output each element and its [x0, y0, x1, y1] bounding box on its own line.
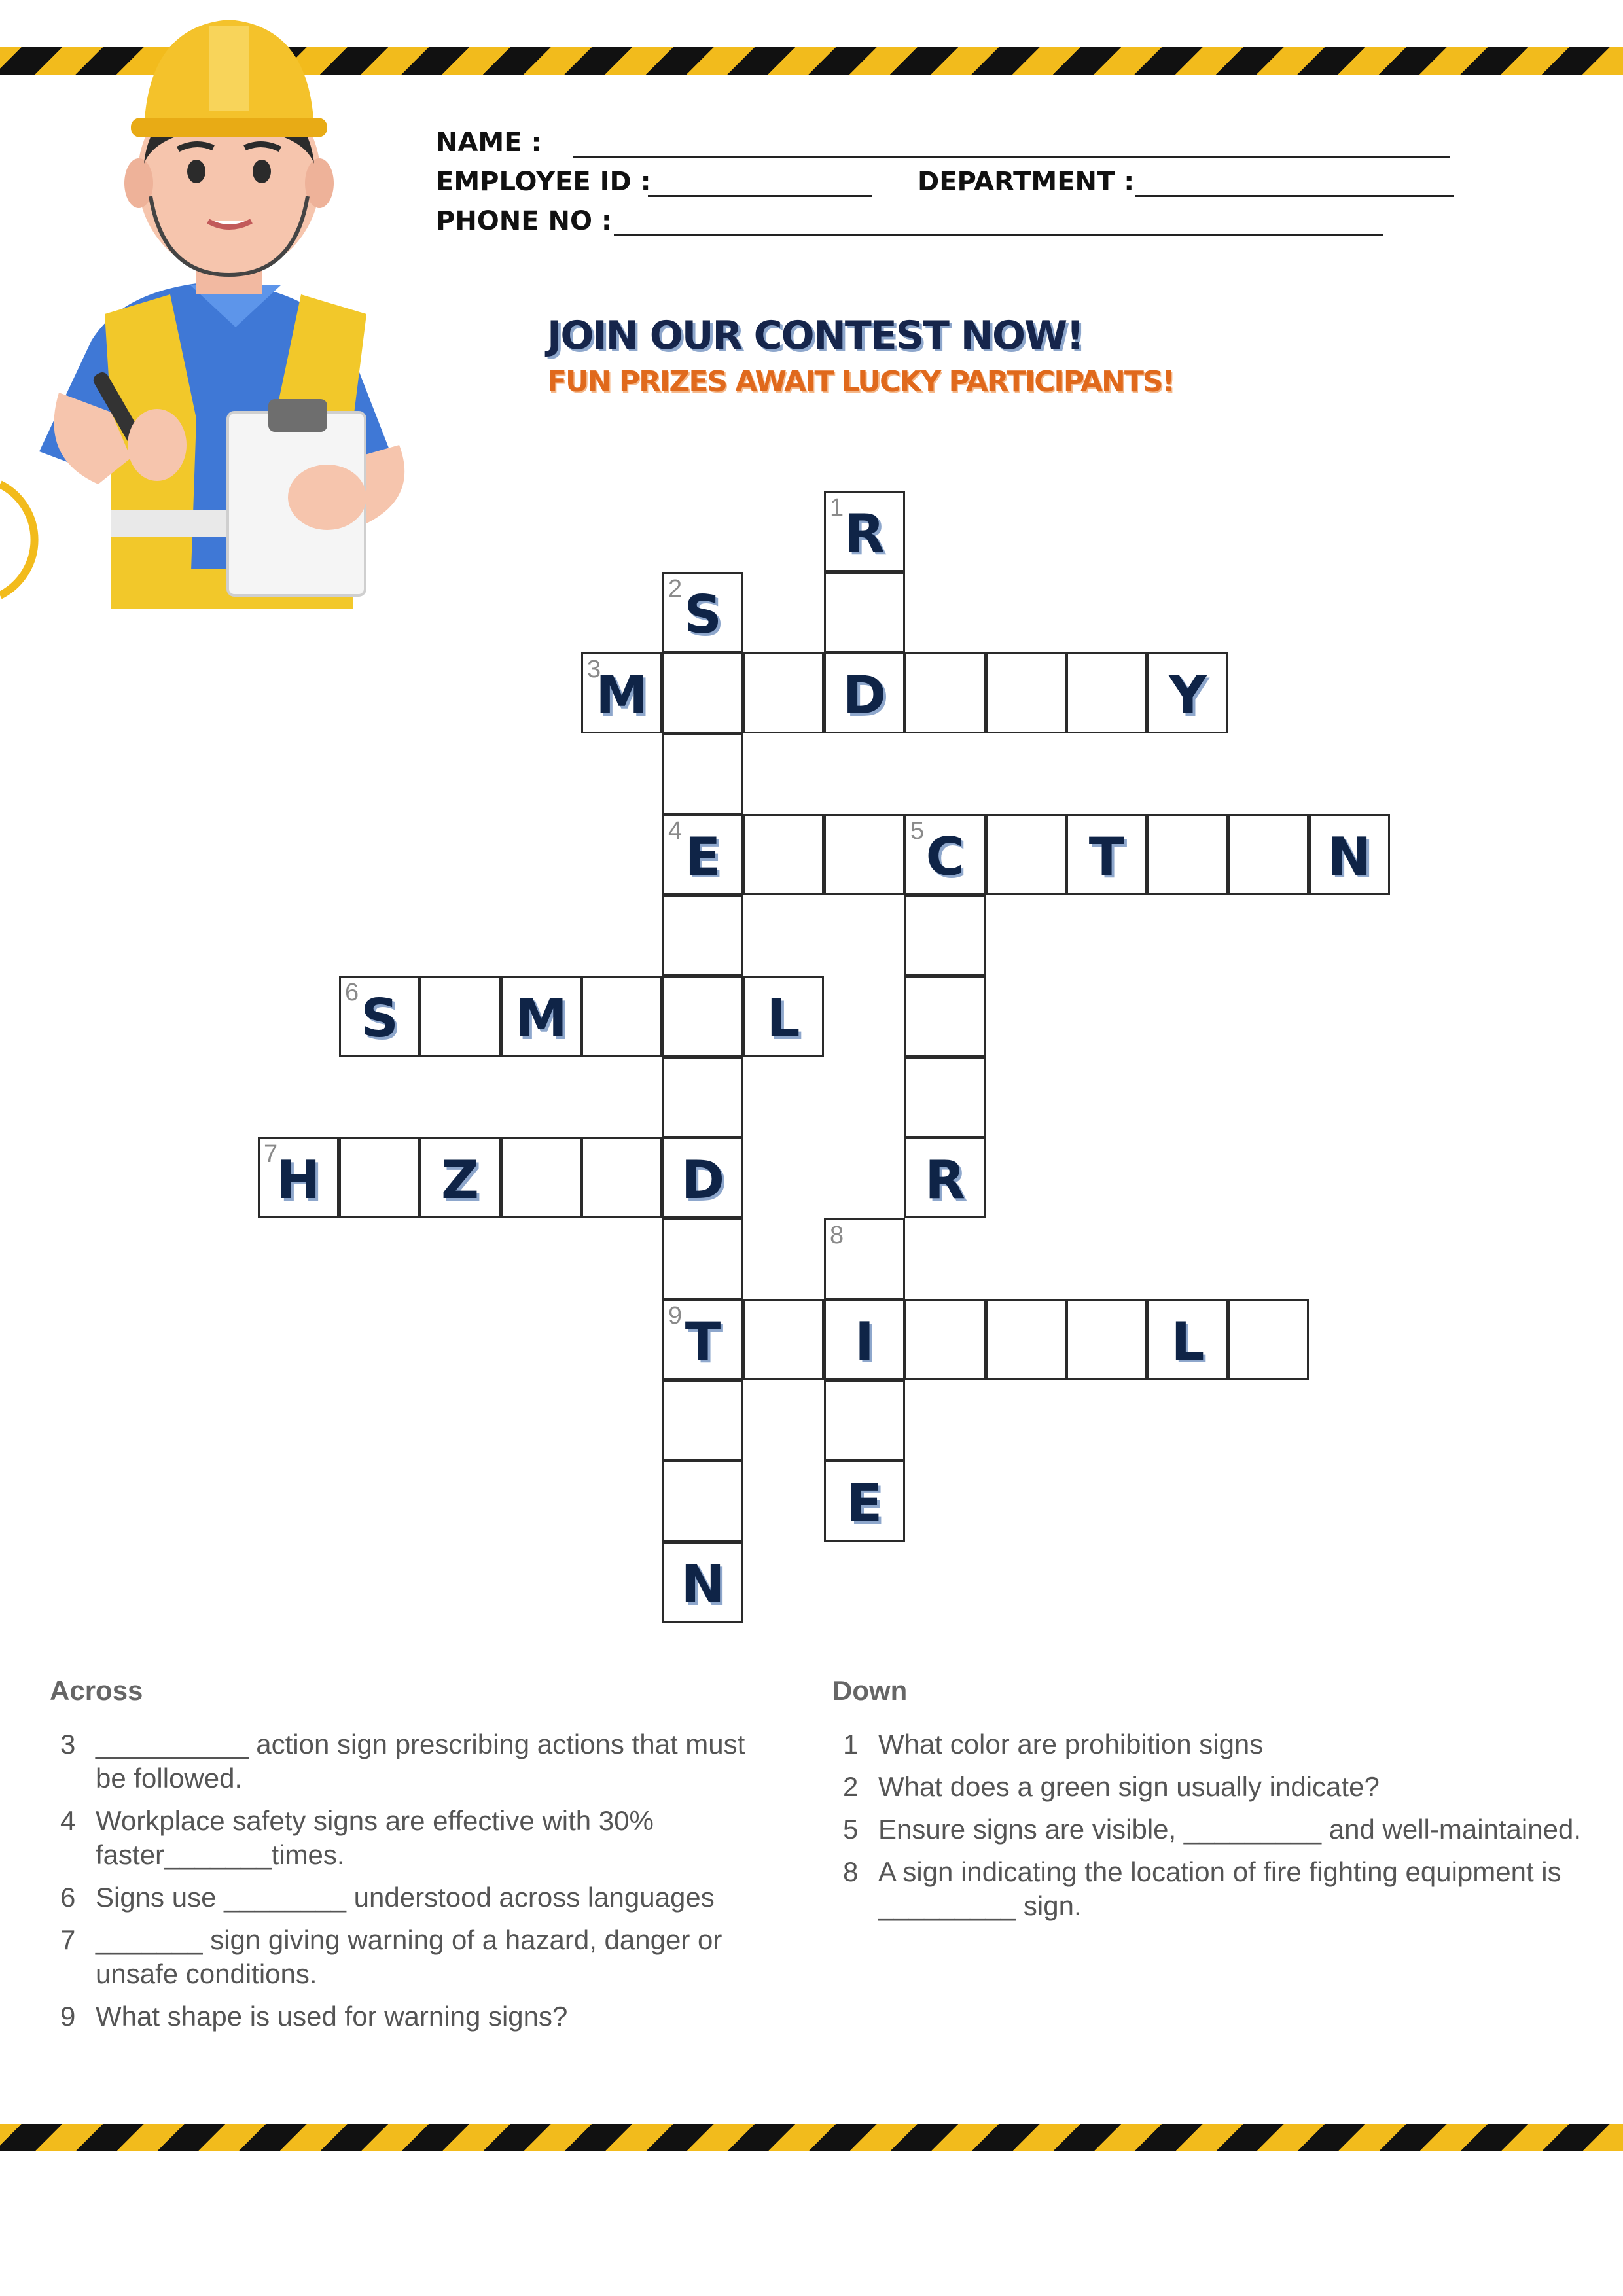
- cell-letter: Z: [440, 1150, 479, 1210]
- cell-letter: M: [515, 988, 567, 1049]
- crossword-cell[interactable]: [1309, 814, 1390, 895]
- clue-text: What does a green sign usually indicate?: [878, 1771, 1380, 1802]
- clue-number: 7: [60, 1924, 76, 1955]
- cell-letter: Y: [1169, 665, 1207, 726]
- crossword-cell[interactable]: [1147, 814, 1228, 895]
- department-label: DEPARTMENT :: [918, 167, 1135, 197]
- clue-item: [52, 1727, 779, 1795]
- crossword-cell[interactable]: [258, 1137, 339, 1218]
- clue-item: [835, 1770, 1588, 1804]
- crossword-cell[interactable]: [824, 814, 905, 895]
- cell-letter: E: [846, 1473, 883, 1534]
- crossword-cell[interactable]: [904, 895, 986, 976]
- cell-letter: D: [681, 1150, 725, 1210]
- clue-text: What shape is used for warning signs?: [96, 2001, 568, 2032]
- crossword-cell[interactable]: [662, 1218, 743, 1299]
- crossword-cell[interactable]: [662, 1057, 743, 1138]
- crossword-cell[interactable]: [824, 572, 905, 653]
- clue-text: __________ action sign prescribing actions that must be followed.: [96, 1729, 745, 1793]
- crossword-cell[interactable]: [662, 1460, 743, 1542]
- crossword-cell[interactable]: [986, 1299, 1067, 1380]
- crossword-cell[interactable]: [824, 1460, 905, 1542]
- crossword-cell[interactable]: [824, 1299, 905, 1380]
- cell-letter: M: [596, 665, 648, 726]
- crossword-cell[interactable]: [581, 976, 662, 1057]
- contest-title: JOIN OUR CONTEST NOW!: [547, 313, 1083, 359]
- crossword-cell[interactable]: [419, 976, 501, 1057]
- crossword-cell[interactable]: [581, 1137, 662, 1218]
- crossword-cell[interactable]: [824, 652, 905, 733]
- clue-item: [52, 1923, 779, 1991]
- clue-number: 1: [843, 1729, 859, 1759]
- cell-number: 3: [587, 656, 601, 683]
- crossword-cell[interactable]: [662, 652, 743, 733]
- clue-number: 9: [60, 2001, 76, 2032]
- hazard-stripe-bottom: [0, 2124, 1623, 2151]
- crossword-cell[interactable]: [1066, 1299, 1147, 1380]
- crossword-cell[interactable]: [1066, 652, 1147, 733]
- crossword-cell[interactable]: [1066, 814, 1147, 895]
- clue-number: 5: [843, 1814, 859, 1845]
- crossword-cell[interactable]: [824, 491, 905, 572]
- cell-number: 8: [830, 1222, 844, 1249]
- crossword-cell[interactable]: [662, 733, 743, 815]
- crossword-cell[interactable]: [824, 1218, 905, 1299]
- crossword-cell[interactable]: [743, 1299, 824, 1380]
- crossword-cell[interactable]: [904, 1299, 986, 1380]
- crossword-cell[interactable]: [501, 976, 582, 1057]
- crossword-cell[interactable]: [662, 976, 743, 1057]
- down-heading: Down: [832, 1675, 908, 1706]
- crossword-cell[interactable]: [904, 1057, 986, 1138]
- crossword-cell[interactable]: [986, 814, 1067, 895]
- across-heading: Across: [50, 1675, 143, 1706]
- cell-number: 4: [668, 817, 683, 845]
- across-clue-list: [52, 1727, 779, 2042]
- cell-letter: T: [1088, 826, 1125, 887]
- cell-letter: R: [844, 503, 885, 564]
- cell-number: 1: [830, 494, 844, 521]
- crossword-cell[interactable]: [904, 652, 986, 733]
- clue-text: _______ sign giving warning of a hazard, danger or unsafe conditions.: [96, 1924, 722, 1989]
- crossword-cell[interactable]: [339, 976, 420, 1057]
- cell-number: 2: [668, 575, 683, 603]
- crossword-cell[interactable]: [662, 895, 743, 976]
- clue-text: Workplace safety signs are effective with 30% faster_______times.: [96, 1805, 654, 1870]
- crossword-cell[interactable]: [904, 814, 986, 895]
- clue-text: What color are prohibition signs: [878, 1729, 1264, 1759]
- crossword-cell[interactable]: [339, 1137, 420, 1218]
- cell-letter: N: [1327, 826, 1372, 887]
- cell-letter: I: [855, 1311, 874, 1372]
- cell-letter: N: [681, 1554, 725, 1615]
- crossword-cell[interactable]: [824, 1380, 905, 1461]
- clue-item: [52, 2000, 779, 2034]
- clue-number: 3: [60, 1729, 76, 1759]
- clue-number: 8: [843, 1856, 859, 1887]
- clue-text: A sign indicating the location of fire fighting equipment is _________ sign.: [878, 1856, 1561, 1921]
- clue-item: [835, 1855, 1588, 1923]
- cell-letter: E: [685, 826, 721, 887]
- cell-number: 9: [668, 1302, 683, 1330]
- clue-item: [835, 1812, 1588, 1846]
- crossword-cell[interactable]: [419, 1137, 501, 1218]
- cell-letter: H: [276, 1150, 321, 1210]
- crossword-cell[interactable]: [662, 814, 743, 895]
- cell-number: 7: [264, 1140, 278, 1168]
- clue-text: Ensure signs are visible, _________ and well-maintained.: [878, 1814, 1581, 1845]
- cell-letter: T: [685, 1311, 721, 1372]
- crossword-cell[interactable]: [904, 976, 986, 1057]
- cell-letter: R: [925, 1150, 965, 1210]
- cell-letter: S: [361, 988, 399, 1049]
- crossword-cell[interactable]: [904, 1137, 986, 1218]
- employee-id-label: EMPLOYEE ID :: [436, 167, 651, 197]
- clue-number: 2: [843, 1771, 859, 1802]
- clue-item: [835, 1727, 1588, 1761]
- crossword-cell[interactable]: [662, 1380, 743, 1461]
- cell-number: 6: [345, 979, 359, 1006]
- cell-letter: S: [684, 584, 722, 645]
- clue-number: 4: [60, 1805, 76, 1836]
- cell-letter: L: [1171, 1311, 1205, 1372]
- clue-number: 6: [60, 1882, 76, 1913]
- crossword-cell[interactable]: [1147, 1299, 1228, 1380]
- crossword-cell[interactable]: [662, 1299, 743, 1380]
- down-clue-list: [835, 1727, 1588, 1932]
- cell-letter: C: [925, 826, 965, 887]
- crossword-cell[interactable]: [743, 814, 824, 895]
- crossword-cell[interactable]: [1228, 1299, 1309, 1380]
- crossword-cell[interactable]: [1147, 652, 1228, 733]
- crossword-cell[interactable]: [662, 572, 743, 653]
- crossword-cell[interactable]: [501, 1137, 582, 1218]
- contest-subtitle: FUN PRIZES AWAIT LUCKY PARTICIPANTS!: [547, 365, 1174, 398]
- phone-label: PHONE NO :: [436, 206, 612, 236]
- crossword-cell[interactable]: [986, 652, 1067, 733]
- cell-letter: L: [766, 988, 800, 1049]
- crossword-cell[interactable]: [662, 1542, 743, 1623]
- crossword-cell[interactable]: [1228, 814, 1309, 895]
- cell-letter: D: [842, 665, 887, 726]
- crossword-cell[interactable]: [662, 1137, 743, 1218]
- crossword-cell[interactable]: [581, 652, 662, 733]
- clue-item: [52, 1804, 779, 1872]
- crossword-cell[interactable]: [743, 652, 824, 733]
- name-label: NAME :: [436, 128, 542, 158]
- crossword-cell[interactable]: [743, 976, 824, 1057]
- clue-text: Signs use ________ understood across languages: [96, 1882, 715, 1913]
- cell-number: 5: [910, 817, 925, 845]
- clue-item: [52, 1881, 779, 1915]
